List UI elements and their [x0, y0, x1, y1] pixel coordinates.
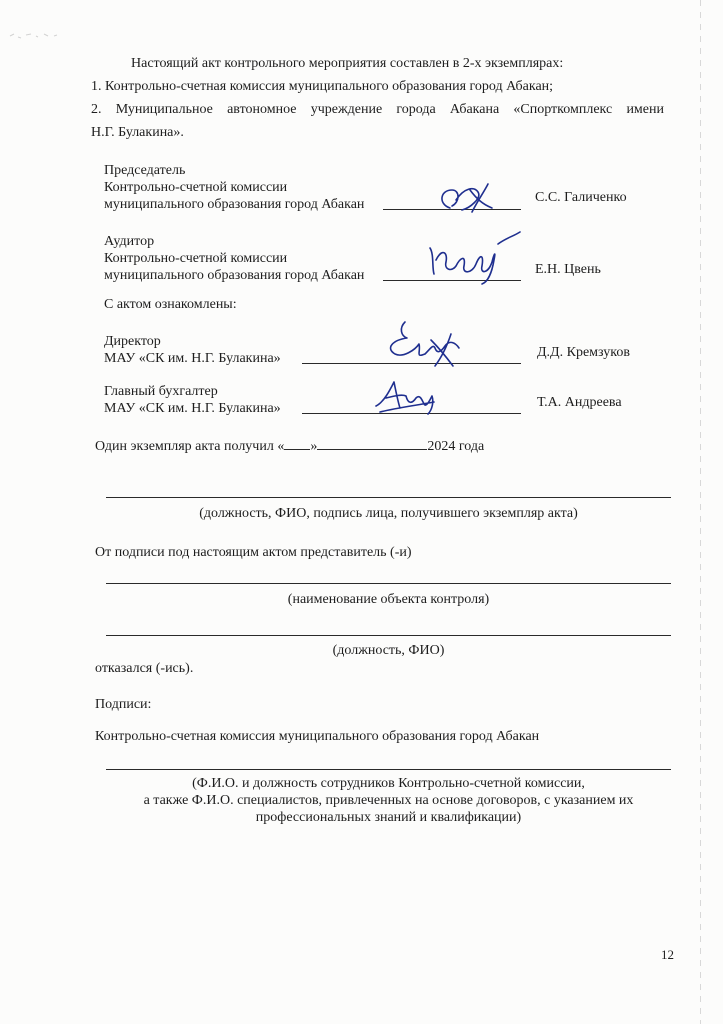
chair-org: Контрольно-счетной комиссии — [104, 180, 288, 195]
auditor-title: Аудитор — [104, 234, 155, 249]
accountant-signature — [372, 376, 442, 416]
director-signature-line — [302, 363, 521, 364]
intro-text: Настоящий акт контрольного мероприятия составлен в 2-х экземплярах: — [131, 56, 564, 71]
received-signature-line — [106, 497, 671, 498]
received-year: 2024 года — [427, 439, 485, 454]
object-caption: (наименование объекта контроля) — [287, 592, 490, 607]
auditor-signature — [422, 230, 522, 286]
object-line — [106, 583, 671, 584]
received-prefix: Один экземпляр акта получил « — [95, 439, 285, 454]
refusal-intro: От подписи под настоящим актом представитель (-и) — [95, 545, 412, 560]
chair-name: С.С. Галиченко — [535, 190, 627, 205]
chair-signature-line — [383, 209, 521, 210]
commission-name: Контрольно-счетная комиссия муниципального образования город Абакан — [95, 729, 540, 744]
chair-title: Председатель — [104, 163, 186, 178]
staff-caption-2: а также Ф.И.О. специалистов, привлеченных на основе договоров, с указанием их — [143, 793, 634, 808]
auditor-org: Контрольно-счетной комиссии — [104, 251, 288, 266]
staff-signature-line — [106, 769, 671, 770]
chair-municipality: муниципального образования город Абакан — [104, 197, 365, 212]
received-month-blank — [317, 437, 427, 450]
accountant-org: МАУ «СК им. Н.Г. Булакина» — [104, 401, 281, 416]
accountant-signature-line — [302, 413, 521, 414]
received-mid: » — [310, 439, 318, 454]
copy-item-1: 1. Контрольно-счетная комиссия муниципального образования город Абакан; — [91, 79, 554, 94]
auditor-municipality: муниципального образования город Абакан — [104, 268, 365, 283]
position-caption: (должность, ФИО) — [332, 643, 445, 658]
accountant-name: Т.А. Андреева — [537, 395, 622, 410]
director-name: Д.Д. Кремзуков — [537, 345, 630, 360]
staff-caption-3: профессиональных знаний и квалификации) — [255, 810, 522, 825]
copy-item-2-cont: Н.Г. Булакина». — [91, 125, 184, 140]
director-title: Директор — [104, 334, 161, 349]
chair-signature — [430, 178, 500, 218]
scan-edge-artifact — [700, 0, 701, 1024]
received-caption: (должность, ФИО, подпись лица, получившего экземпляр акта) — [199, 506, 578, 521]
page-number: 12 — [661, 947, 674, 962]
scan-noise-mark — [8, 28, 68, 42]
received-day-blank — [284, 437, 310, 450]
signatures-label: Подписи: — [95, 697, 152, 712]
auditor-name: Е.Н. Цвень — [535, 262, 601, 277]
received-line — [95, 437, 484, 455]
position-line — [106, 635, 671, 636]
auditor-signature-line — [383, 280, 521, 281]
copy-item-2: 2. Муниципальное автономное учреждение города Абакана «Спорткомплекс имени — [91, 102, 664, 117]
acquainted-label: С актом ознакомлены: — [104, 297, 237, 312]
director-org: МАУ «СК им. Н.Г. Булакина» — [104, 351, 281, 366]
staff-caption-1: (Ф.И.О. и должность сотрудников Контрольно-счетной комиссии, — [192, 776, 585, 791]
refused-text: отказался (-ись). — [95, 661, 194, 676]
accountant-title: Главный бухгалтер — [104, 384, 218, 399]
